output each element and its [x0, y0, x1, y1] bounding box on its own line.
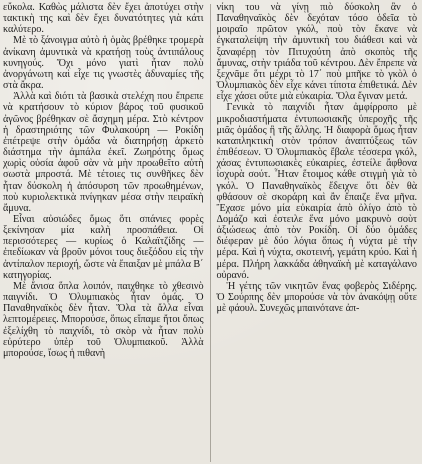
- paragraph: Μὲ ἄνισα ὅπλα λοιπόν, παιχθηκε τὸ χθεσινὸ παιγνίδι. Ὁ Ὀλυμπιακὸς ἦταν ὁμάς. Ὁ Παναθηναϊκὸς δὲν ἦταν. Ὅλα τὰ ἄλλα εἶναι λεπτομέρειες. Μπορούσε, ὅπως εἴπαμε ἤτοι ὅπως ἐξελίχθη τὸ παιχνίδι, τὸ σκὸρ νὰ ἦταν πολὺ εὐρύτερο ὑπὲρ τοῦ Ὀλυμπιακοῦ. Ἀλλὰ μπορούσε, ἴσως ἡ πιθανὴ: [3, 280, 204, 359]
- paragraph: εὔκολα. Καθὼς μάλιστα δὲν ἔχει ἀποτύχει στὴν τακτικὴ της καὶ δὲν ἔχει δυνατότητες γιὰ κάτι καλύτερο.: [3, 2, 204, 36]
- paragraph: Εἶναι αὐσιώδες ὅμως ὅτι σπάνιες φορὲς ξεκίνησαν μία καλὴ προσπάθεια. Οἱ περισσότερες — κυρίως ὁ Καλαϊτζίδης — ἐπεδίωκαν νὰ βροῦν μόνοι τους διεξόδου εἰς τὴν ἀντίπαλον περιοχή, ὥστε νὰ ἔπαιξαν μὲ μπάλα Β΄ κατηγορίας.: [3, 213, 204, 281]
- paragraph: νίκη του νὰ γίνῃ πιὸ δύσκολη ἂν ὁ Παναθηναϊκὸς δὲν δεχόταν τόσο ὁδεῖα τὸ μοιραῖο πρῶτον γκόλ, ποὺ τὸν ἔκανε νὰ ἐγκαταλείψη τὴν ἀμυντικὴ του διάθεσι καὶ νὰ ξαναφέρῃ τὸν Πιτυχούτη ἀπὸ σκοπὸς τῆς ἄμυνας, στὴν τριάδα τοῦ κέντρου. Δὲν ἔπρεπε νὰ ξεχνᾶμε ὅτι μέχρι τὸ 17΄ ποὺ μπῆκε τὸ γκὸλ ὁ Ὀλυμπιακὸς δὲν εἶχε κάνει τίποτα ἐπιθετικά. Δὲν εἶχε χάσει οὔτε μιὰ εὐκαιρία. Ὅλα ἔγιναν μετά.: [216, 2, 417, 103]
- right-column: [216, 2, 417, 464]
- left-column: [3, 2, 204, 464]
- paragraph: Ἀλλὰ καὶ διότι τὰ βασικὰ στελέχη που ἔπρεπε νὰ κρατήσουν τὸ κύριον βάρος τοῦ φυσικοῦ ἀγῶνος βρέθηκαν σὲ ἄσχημη μέρα. Στὸ κέντρον ἡ δραστηριότης τῶν Φυλακούρη — Ροκίδη ἐπέτρεψε στὴν ὁμάδα νὰ διατηρήσῃ ἀρκετὸ διάστημα τὴν ἀμπάλα ἐκεῖ. Ζωηρότης ὅμως χωρὶς οὐσία ἀφοῦ σὰν νὰ μὴν προωθεῖτο αὐτὴ σωστὰ μπροστά. Μὲ τέτοιες τις συνθῆκες δὲν ἦταν δύσκολη ἡ ἀπόσυρση τῶν προωθημένων, ποὺ κυριολεκτικὰ πνίγηκαν μέσα στὴν πειραϊκὴ ἄμυνα.: [3, 91, 204, 214]
- column-divider: [210, 4, 211, 462]
- paragraph: Γενικὰ τὸ παιχνίδι ἦταν ἀμφίρροπο μὲ μικροδιαστήματα ἐντυπωσιακῆς ὑπεροχῆς τῆς μιᾶς ὁμάδος ἢ τῆς ἄλλης. Ἡ διαφορὰ ὅμως ἦταν καταπληκτικὴ στὸν τρόπον ἀναπτύξεως τῶν ἐπιθέσεων. Ὁ Ὀλυμπιακὸς ἔβαλε τέσσερα γκόλ, χάσας ἐντυπωσιακὲς εὐκαιρίες, ἐστείλε ἄφθονα ἰσχυρὰ σούτ. Ἦταν ἕτοιμος κάθε στιγμὴ γιὰ τὸ γκόλ. Ὁ Παναθηναϊκὸς ἔδειχνε ὅτι δὲν θὰ φθάσουν σὲ σκοράρη καὶ ἂν ἔπαιζε ἕνα μῆνα. Ἔχασε μόνο μία εὐκαιρία ἀπὸ ὀλίγο ἀπὸ τὸ Δομάζο καὶ ἐστειλε ἕνα μόνο μακρυνὸ σοὺτ ἀξιώσεως ἀπὸ τὸν Ροκίδη. Οἱ δύο ὁμάδες διέφεραν μὲ δύο λόγια ὅπως ἡ νύχτα μὲ τὴν μέρα. Καὶ ἡ νύχτα, σκοτεινή, γεμάτη κρύο. Καὶ ἡ μέρα. Πλήρη λακκάδα ἀθηναϊκὴ μὲ καταγάλανο οὐρανό.: [216, 102, 417, 281]
- paragraph: Ἡ γέτης τῶν νικητῶν ἕνας φοβερὸς Σιδέρης. Ὁ Σούρπης δὲν μπορούσε νὰ τὸν ἀνακόψῃ οὔτε μὲ φάουλ. Συνεχῶς μπαινότανε ἀπ-: [216, 280, 417, 315]
- paragraph: Μὲ τὸ ξάνοιγμα αὐτὸ ἡ ὁμὰς βρέθηκε τρομερὰ ἀνίκανη ἀμυντικὰ νὰ κρατήσῃ τοὺς ἀντιπάλους κυνηγούς. Ὄχι μόνο γιατὶ ἦταν πολὺ ἀνοργάνωτη καὶ εἶχε τις γνωστὲς ἀδυναμίες τῆς στὰ ἄκρα.: [3, 35, 204, 92]
